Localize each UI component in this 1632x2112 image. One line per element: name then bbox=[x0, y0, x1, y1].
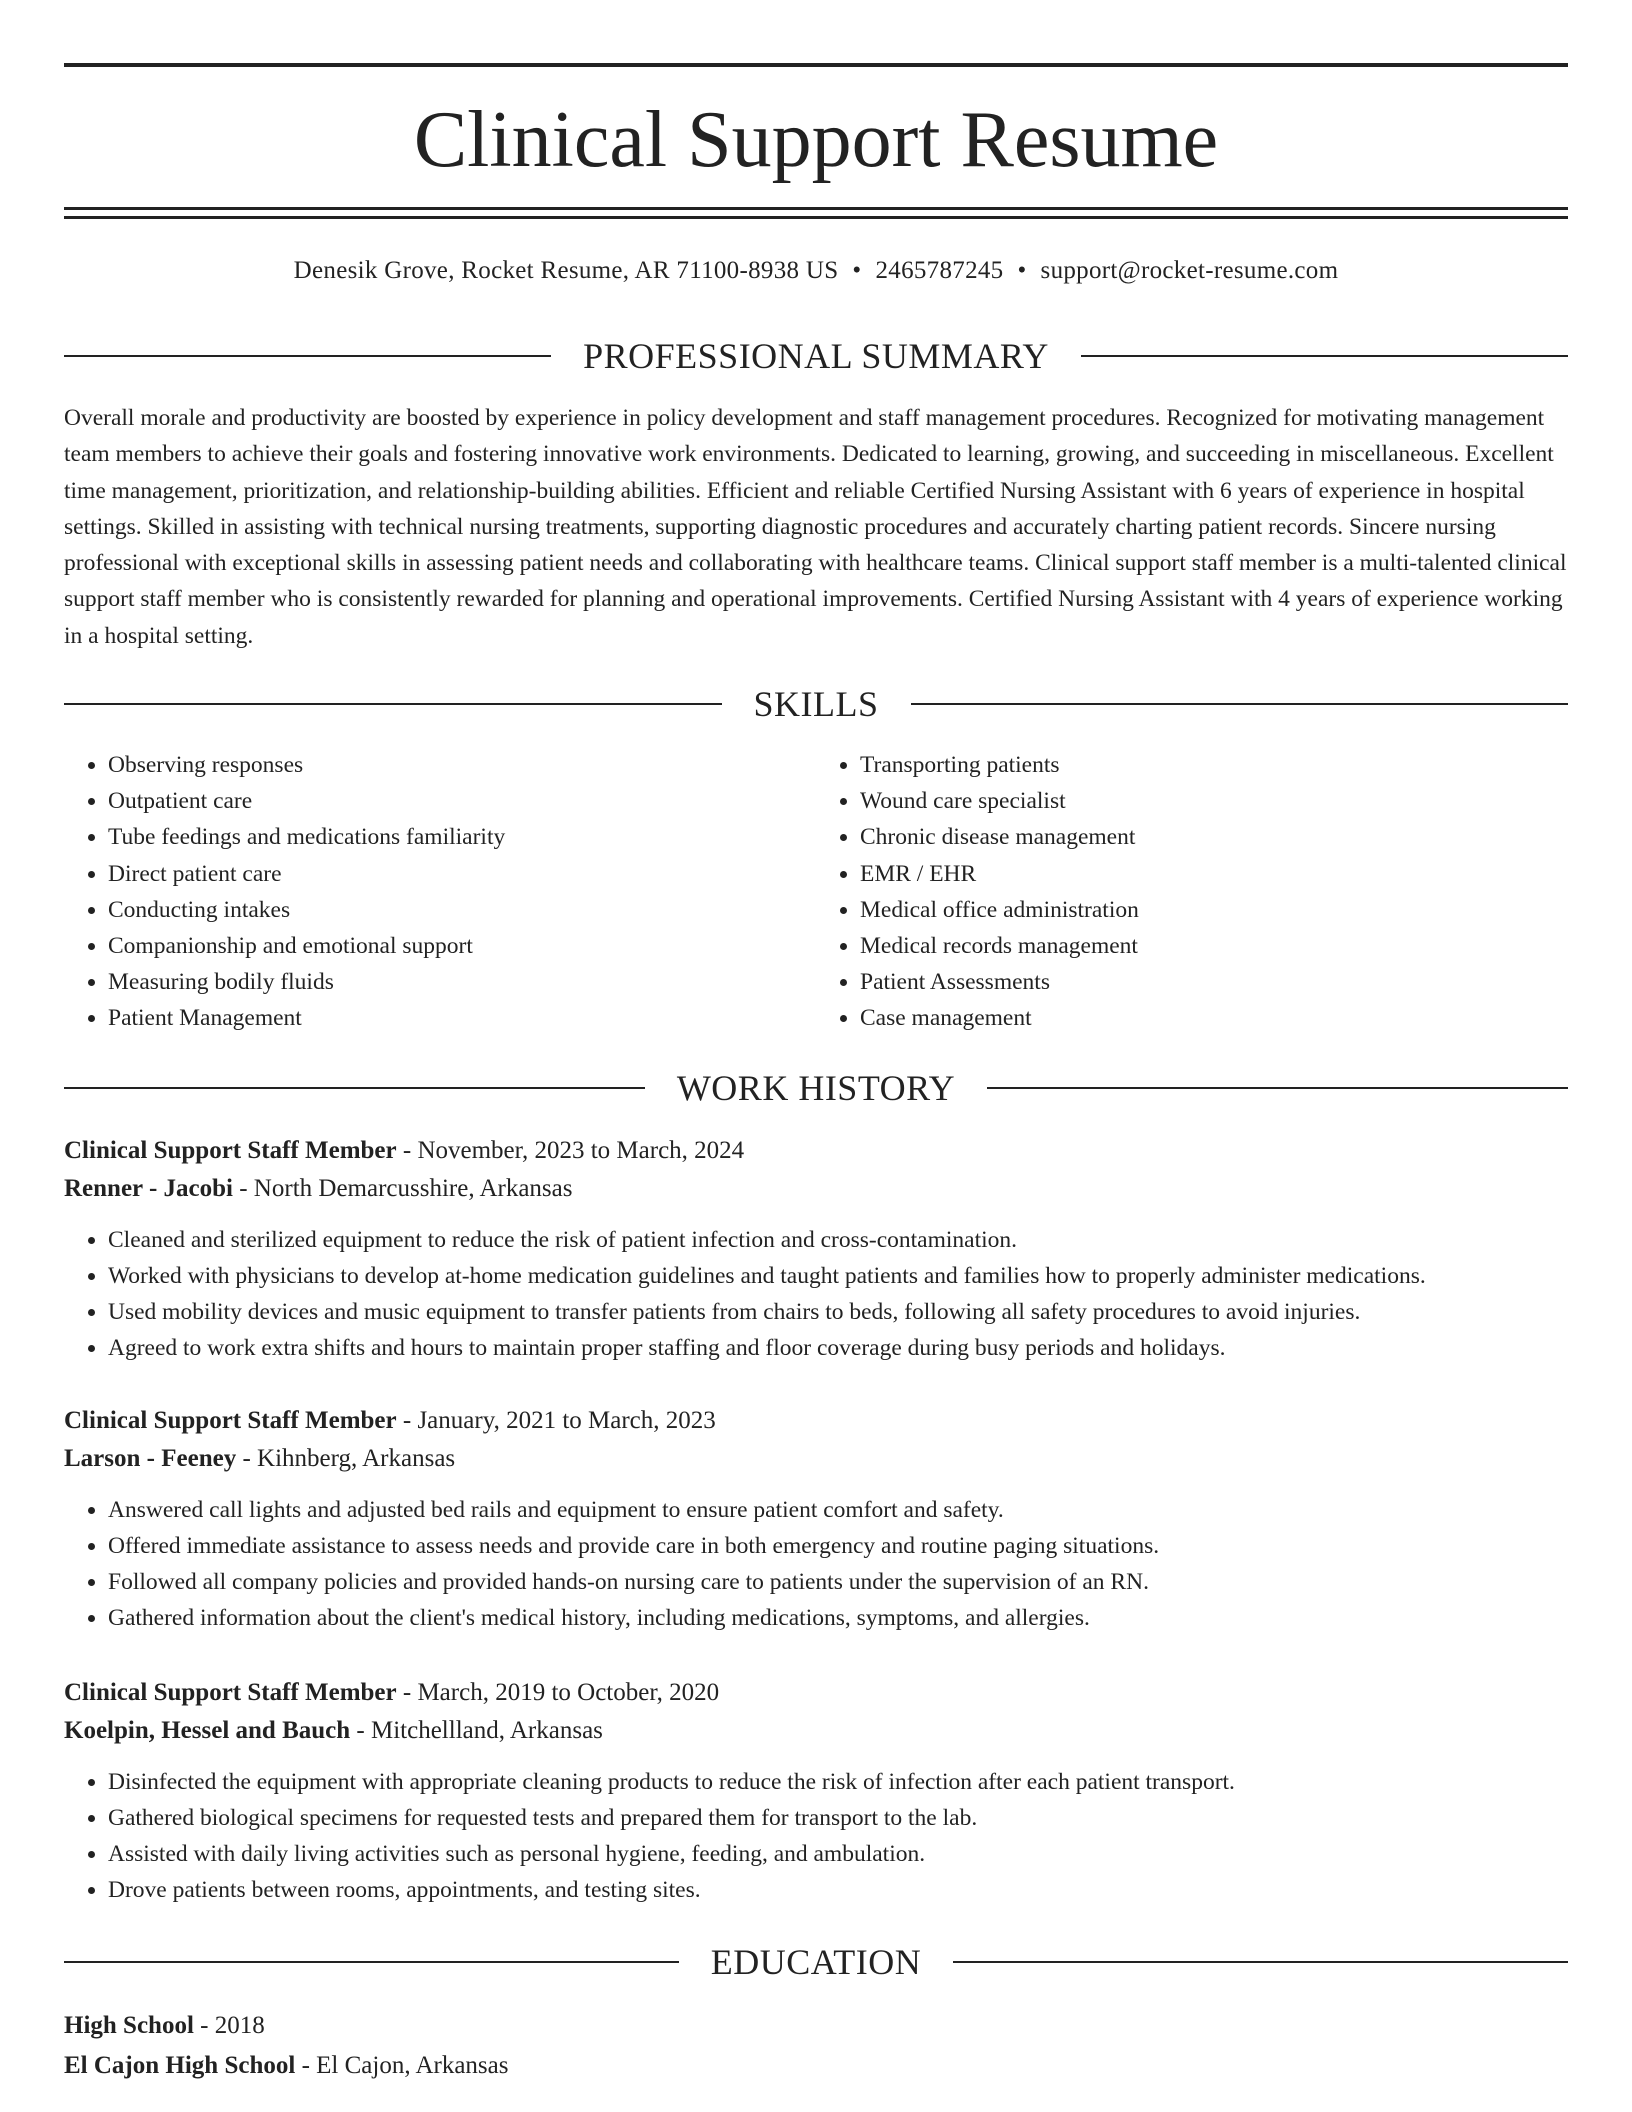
education-school-line bbox=[64, 2046, 1568, 2086]
work-heading bbox=[64, 1068, 1568, 1108]
heading-rule-left bbox=[64, 703, 722, 705]
job-title-line bbox=[64, 1132, 1568, 1170]
skill-item: • Patient Assessments bbox=[860, 964, 1568, 1000]
contact-phone: 2465787245 bbox=[875, 257, 1004, 284]
job-title-line bbox=[64, 1402, 1568, 1440]
education-degree-line bbox=[64, 2006, 1568, 2046]
education-heading bbox=[64, 1942, 1568, 1982]
education-heading-label: EDUCATION bbox=[710, 1942, 922, 1982]
skills-columns bbox=[64, 747, 1568, 1037]
contact-line bbox=[64, 256, 1568, 286]
job-bullet: • Agreed to work extra shifts and hours to maintain proper staffing and floor coverage during busy periods and holidays. bbox=[108, 1330, 1568, 1366]
heading-rule-left bbox=[64, 1961, 679, 1963]
skill-item: • Transporting patients bbox=[860, 747, 1568, 783]
job-bullet: • Answered call lights and adjusted bed rails and equipment to ensure patient comfort and safety. bbox=[108, 1492, 1568, 1528]
skill-item: • Conducting intakes bbox=[108, 892, 816, 928]
education-year: - 2018 bbox=[193, 2012, 265, 2039]
skill-item: • Direct patient care bbox=[108, 856, 816, 892]
job-title-line bbox=[64, 1674, 1568, 1712]
skill-item: • Patient Management bbox=[108, 1000, 816, 1036]
job-bullet: • Gathered information about the client's medical history, including medications, symptoms, and allergies. bbox=[108, 1600, 1568, 1636]
job-dates: - January, 2021 to March, 2023 bbox=[396, 1407, 716, 1434]
job-location: - Kihnberg, Arkansas bbox=[236, 1445, 456, 1472]
title-double-rule bbox=[64, 207, 1568, 219]
job-title: Clinical Support Staff Member bbox=[64, 1407, 397, 1434]
skill-item: • Outpatient care bbox=[108, 783, 816, 819]
job-bullet: • Cleaned and sterilized equipment to reduce the risk of patient infection and cross-contamination. bbox=[108, 1222, 1568, 1258]
job-company: Renner - Jacobi bbox=[64, 1175, 233, 1202]
heading-rule-left bbox=[64, 355, 551, 357]
education-school: El Cajon High School bbox=[64, 2052, 296, 2079]
contact-address: Denesik Grove, Rocket Resume, AR 71100-8938 US bbox=[293, 257, 839, 284]
heading-rule-right bbox=[911, 703, 1569, 705]
skill-item: • EMR / EHR bbox=[860, 856, 1568, 892]
top-rule bbox=[64, 63, 1568, 67]
job-title: Clinical Support Staff Member bbox=[64, 1679, 397, 1706]
skill-item: • Chronic disease management bbox=[860, 819, 1568, 855]
job-bullet: • Drove patients between rooms, appointments, and testing sites. bbox=[108, 1872, 1568, 1908]
skill-item: • Companionship and emotional support bbox=[108, 928, 816, 964]
job-company-line bbox=[64, 1170, 1568, 1208]
skill-item: • Tube feedings and medications familiarity bbox=[108, 819, 816, 855]
job-company-line bbox=[64, 1440, 1568, 1478]
job-entry bbox=[64, 1674, 1568, 1908]
job-bullet: • Disinfected the equipment with appropriate cleaning products to reduce the risk of infection after each patient transport. bbox=[108, 1764, 1568, 1800]
skill-item: • Medical records management bbox=[860, 928, 1568, 964]
job-bullet: • Used mobility devices and music equipment to transfer patients from chairs to beds, following all safety procedures to avoid injuries. bbox=[108, 1294, 1568, 1330]
skill-item: • Medical office administration bbox=[860, 892, 1568, 928]
job-bullet: • Offered immediate assistance to assess needs and provide care in both emergency and routine paging situations. bbox=[108, 1528, 1568, 1564]
job-bullet: • Followed all company policies and provided hands-on nursing care to patients under the supervision of an RN. bbox=[108, 1564, 1568, 1600]
job-company: Larson - Feeney bbox=[64, 1445, 237, 1472]
skills-list-left bbox=[64, 747, 816, 1037]
job-company-line bbox=[64, 1712, 1568, 1750]
job-company: Koelpin, Hessel and Bauch bbox=[64, 1717, 351, 1744]
education-degree: High School bbox=[64, 2012, 194, 2039]
job-bullets bbox=[64, 1222, 1568, 1366]
job-bullet: • Assisted with daily living activities such as personal hygiene, feeding, and ambulation. bbox=[108, 1836, 1568, 1872]
job-entry bbox=[64, 1132, 1568, 1366]
resume-title: Clinical Support Resume bbox=[413, 96, 1219, 184]
skill-item: • Wound care specialist bbox=[860, 783, 1568, 819]
job-entry bbox=[64, 1402, 1568, 1636]
education-entry bbox=[64, 2006, 1568, 2086]
skill-item: • Measuring bodily fluids bbox=[108, 964, 816, 1000]
skills-heading bbox=[64, 684, 1568, 724]
education-location: - El Cajon, Arkansas bbox=[295, 2052, 509, 2079]
job-location: - Mitchellland, Arkansas bbox=[350, 1717, 603, 1744]
skill-item: • Observing responses bbox=[108, 747, 816, 783]
heading-rule-right bbox=[953, 1961, 1568, 1963]
job-bullet: • Worked with physicians to develop at-home medication guidelines and taught patients and families how to properly administer medications. bbox=[108, 1258, 1568, 1294]
contact-email: support@rocket-resume.com bbox=[1040, 257, 1339, 284]
summary-text: Overall morale and productivity are boosted by experience in policy development and staff management procedures. Recognized for motivating management team members to achieve their goals and fostering innovative work environments. Dedicated to learning, growing, and succeeding in miscellaneous. Excellent time management, prioritization, and relationship-building abilities. Efficient and reliable Certified Nursing Assistant with 6 years of experience in hospital settings. Skilled in assisting with technical nursing treatments, supporting diagnostic procedures and accurately charting patient records. Sincere nursing professional with exceptional skills in assessing patient needs and collaborating with healthcare teams. Clinical support staff member is a multi-talented clinical support staff member who is consistently rewarded for planning and operational improvements. Certified Nursing Assistant with 4 years of experience working in a hospital setting. bbox=[64, 405, 1567, 649]
contact-separator: • bbox=[1017, 257, 1027, 284]
job-bullets bbox=[64, 1764, 1568, 1908]
work-heading-label: WORK HISTORY bbox=[676, 1068, 956, 1108]
job-bullet: • Gathered biological specimens for requested tests and prepared them for transport to the lab. bbox=[108, 1800, 1568, 1836]
job-title: Clinical Support Staff Member bbox=[64, 1137, 397, 1164]
job-dates: - November, 2023 to March, 2024 bbox=[396, 1137, 745, 1164]
skills-list-right bbox=[816, 747, 1568, 1037]
job-location: - North Demarcusshire, Arkansas bbox=[232, 1175, 573, 1202]
contact-separator: • bbox=[852, 257, 862, 284]
heading-rule-left bbox=[64, 1087, 645, 1089]
skills-heading-label: SKILLS bbox=[753, 684, 879, 724]
heading-rule-right bbox=[1081, 355, 1568, 357]
summary-heading-label: PROFESSIONAL SUMMARY bbox=[583, 336, 1049, 376]
summary-heading bbox=[64, 336, 1568, 376]
job-dates: - March, 2019 to October, 2020 bbox=[396, 1679, 720, 1706]
job-bullets bbox=[64, 1492, 1568, 1636]
skill-item: • Case management bbox=[860, 1000, 1568, 1036]
heading-rule-right bbox=[987, 1087, 1568, 1089]
